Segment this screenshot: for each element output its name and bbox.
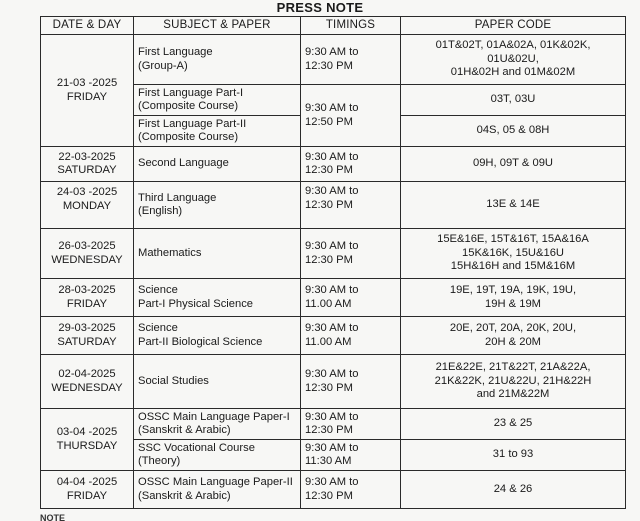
exam-timetable bbox=[40, 16, 626, 509]
table-row bbox=[41, 279, 626, 317]
paper-code-cell: 04S, 05 & 08H bbox=[401, 116, 626, 147]
subject-cell: First Language Part-II (Composite Course) bbox=[134, 116, 301, 147]
subject-cell: Science Part-II Biological Science bbox=[134, 317, 301, 355]
timing-cell: 9:30 AM to 11:30 AM bbox=[301, 440, 401, 471]
timing-cell: 9:30 AM to 11.00 AM bbox=[301, 317, 401, 355]
paper-code-cell: 15E&16E, 15T&16T, 15A&16A 15K&16K, 15U&16U 15H&16H and 15M&16M bbox=[401, 229, 626, 279]
table-row bbox=[41, 409, 626, 440]
subject-cell: Social Studies bbox=[134, 355, 301, 409]
table-row bbox=[41, 35, 626, 85]
subject-cell: First Language (Group-A) bbox=[134, 35, 301, 85]
timing-cell: 9:30 AM to 12:30 PM bbox=[301, 355, 401, 409]
timing-cell: 9:30 AM to 12:30 PM bbox=[301, 409, 401, 440]
paper-code-cell: 03T, 03U bbox=[401, 85, 626, 116]
header-timings: TIMINGS bbox=[301, 17, 401, 35]
timing-cell: 9:30 AM to 12:30 PM bbox=[301, 35, 401, 85]
paper-code-cell: 24 & 26 bbox=[401, 471, 626, 509]
table-row bbox=[41, 147, 626, 182]
date-cell: 26-03-2025 WEDNESDAY bbox=[41, 229, 134, 279]
table-row bbox=[41, 317, 626, 355]
subject-cell: Second Language bbox=[134, 147, 301, 182]
page-title: PRESS NOTE bbox=[276, 0, 364, 15]
table-row bbox=[41, 355, 626, 409]
timing-cell: 9:30 AM to 12:30 PM bbox=[301, 147, 401, 182]
subject-cell: Mathematics bbox=[134, 229, 301, 279]
subject-cell: OSSC Main Language Paper-I (Sanskrit & Arabic) bbox=[134, 409, 301, 440]
table-row bbox=[41, 182, 626, 229]
paper-code-cell: 13E & 14E bbox=[401, 182, 626, 229]
table-row bbox=[41, 471, 626, 509]
timing-cell: 9:30 AM to 11.00 AM bbox=[301, 279, 401, 317]
header-date-day: DATE & DAY bbox=[41, 17, 134, 35]
timing-cell: 9:30 AM to 12:30 PM bbox=[301, 182, 401, 229]
subject-cell: OSSC Main Language Paper-II (Sanskrit & Arabic) bbox=[134, 471, 301, 509]
paper-code-cell: 09H, 09T & 09U bbox=[401, 147, 626, 182]
timing-cell: 9:30 AM to 12:30 PM bbox=[301, 471, 401, 509]
date-cell: 29-03-2025 SATURDAY bbox=[41, 317, 134, 355]
timing-cell: 9:30 AM to 12:50 PM bbox=[301, 85, 401, 147]
date-cell: 21-03 -2025 FRIDAY bbox=[41, 35, 134, 147]
date-cell: 28-03-2025 FRIDAY bbox=[41, 279, 134, 317]
date-cell: 22-03-2025 SATURDAY bbox=[41, 147, 134, 182]
timing-cell: 9:30 AM to 12:30 PM bbox=[301, 229, 401, 279]
footer-note: NOTE bbox=[40, 514, 66, 521]
paper-code-cell: 19E, 19T, 19A, 19K, 19U, 19H & 19M bbox=[401, 279, 626, 317]
date-cell: 03-04 -2025 THURSDAY bbox=[41, 409, 134, 471]
subject-cell: Third Language (English) bbox=[134, 182, 301, 229]
header-row bbox=[41, 17, 626, 35]
date-cell: 24-03 -2025 MONDAY bbox=[41, 182, 134, 229]
paper-code-cell: 20E, 20T, 20A, 20K, 20U, 20H & 20M bbox=[401, 317, 626, 355]
date-cell: 04-04 -2025 FRIDAY bbox=[41, 471, 134, 509]
subject-cell: First Language Part-I (Composite Course) bbox=[134, 85, 301, 116]
paper-code-cell: 31 to 93 bbox=[401, 440, 626, 471]
date-cell: 02-04-2025 WEDNESDAY bbox=[41, 355, 134, 409]
header-paper-code: PAPER CODE bbox=[401, 17, 626, 35]
paper-code-cell: 01T&02T, 01A&02A, 01K&02K, 01U&02U, 01H&02H and 01M&02M bbox=[401, 35, 626, 85]
header-subject-paper: SUBJECT & PAPER bbox=[134, 17, 301, 35]
subject-cell: Science Part-I Physical Science bbox=[134, 279, 301, 317]
subject-cell: SSC Vocational Course (Theory) bbox=[134, 440, 301, 471]
paper-code-cell: 23 & 25 bbox=[401, 409, 626, 440]
paper-code-cell: 21E&22E, 21T&22T, 21A&22A, 21K&22K, 21U&22U, 21H&22H and 21M&22M bbox=[401, 355, 626, 409]
table-row bbox=[41, 229, 626, 279]
